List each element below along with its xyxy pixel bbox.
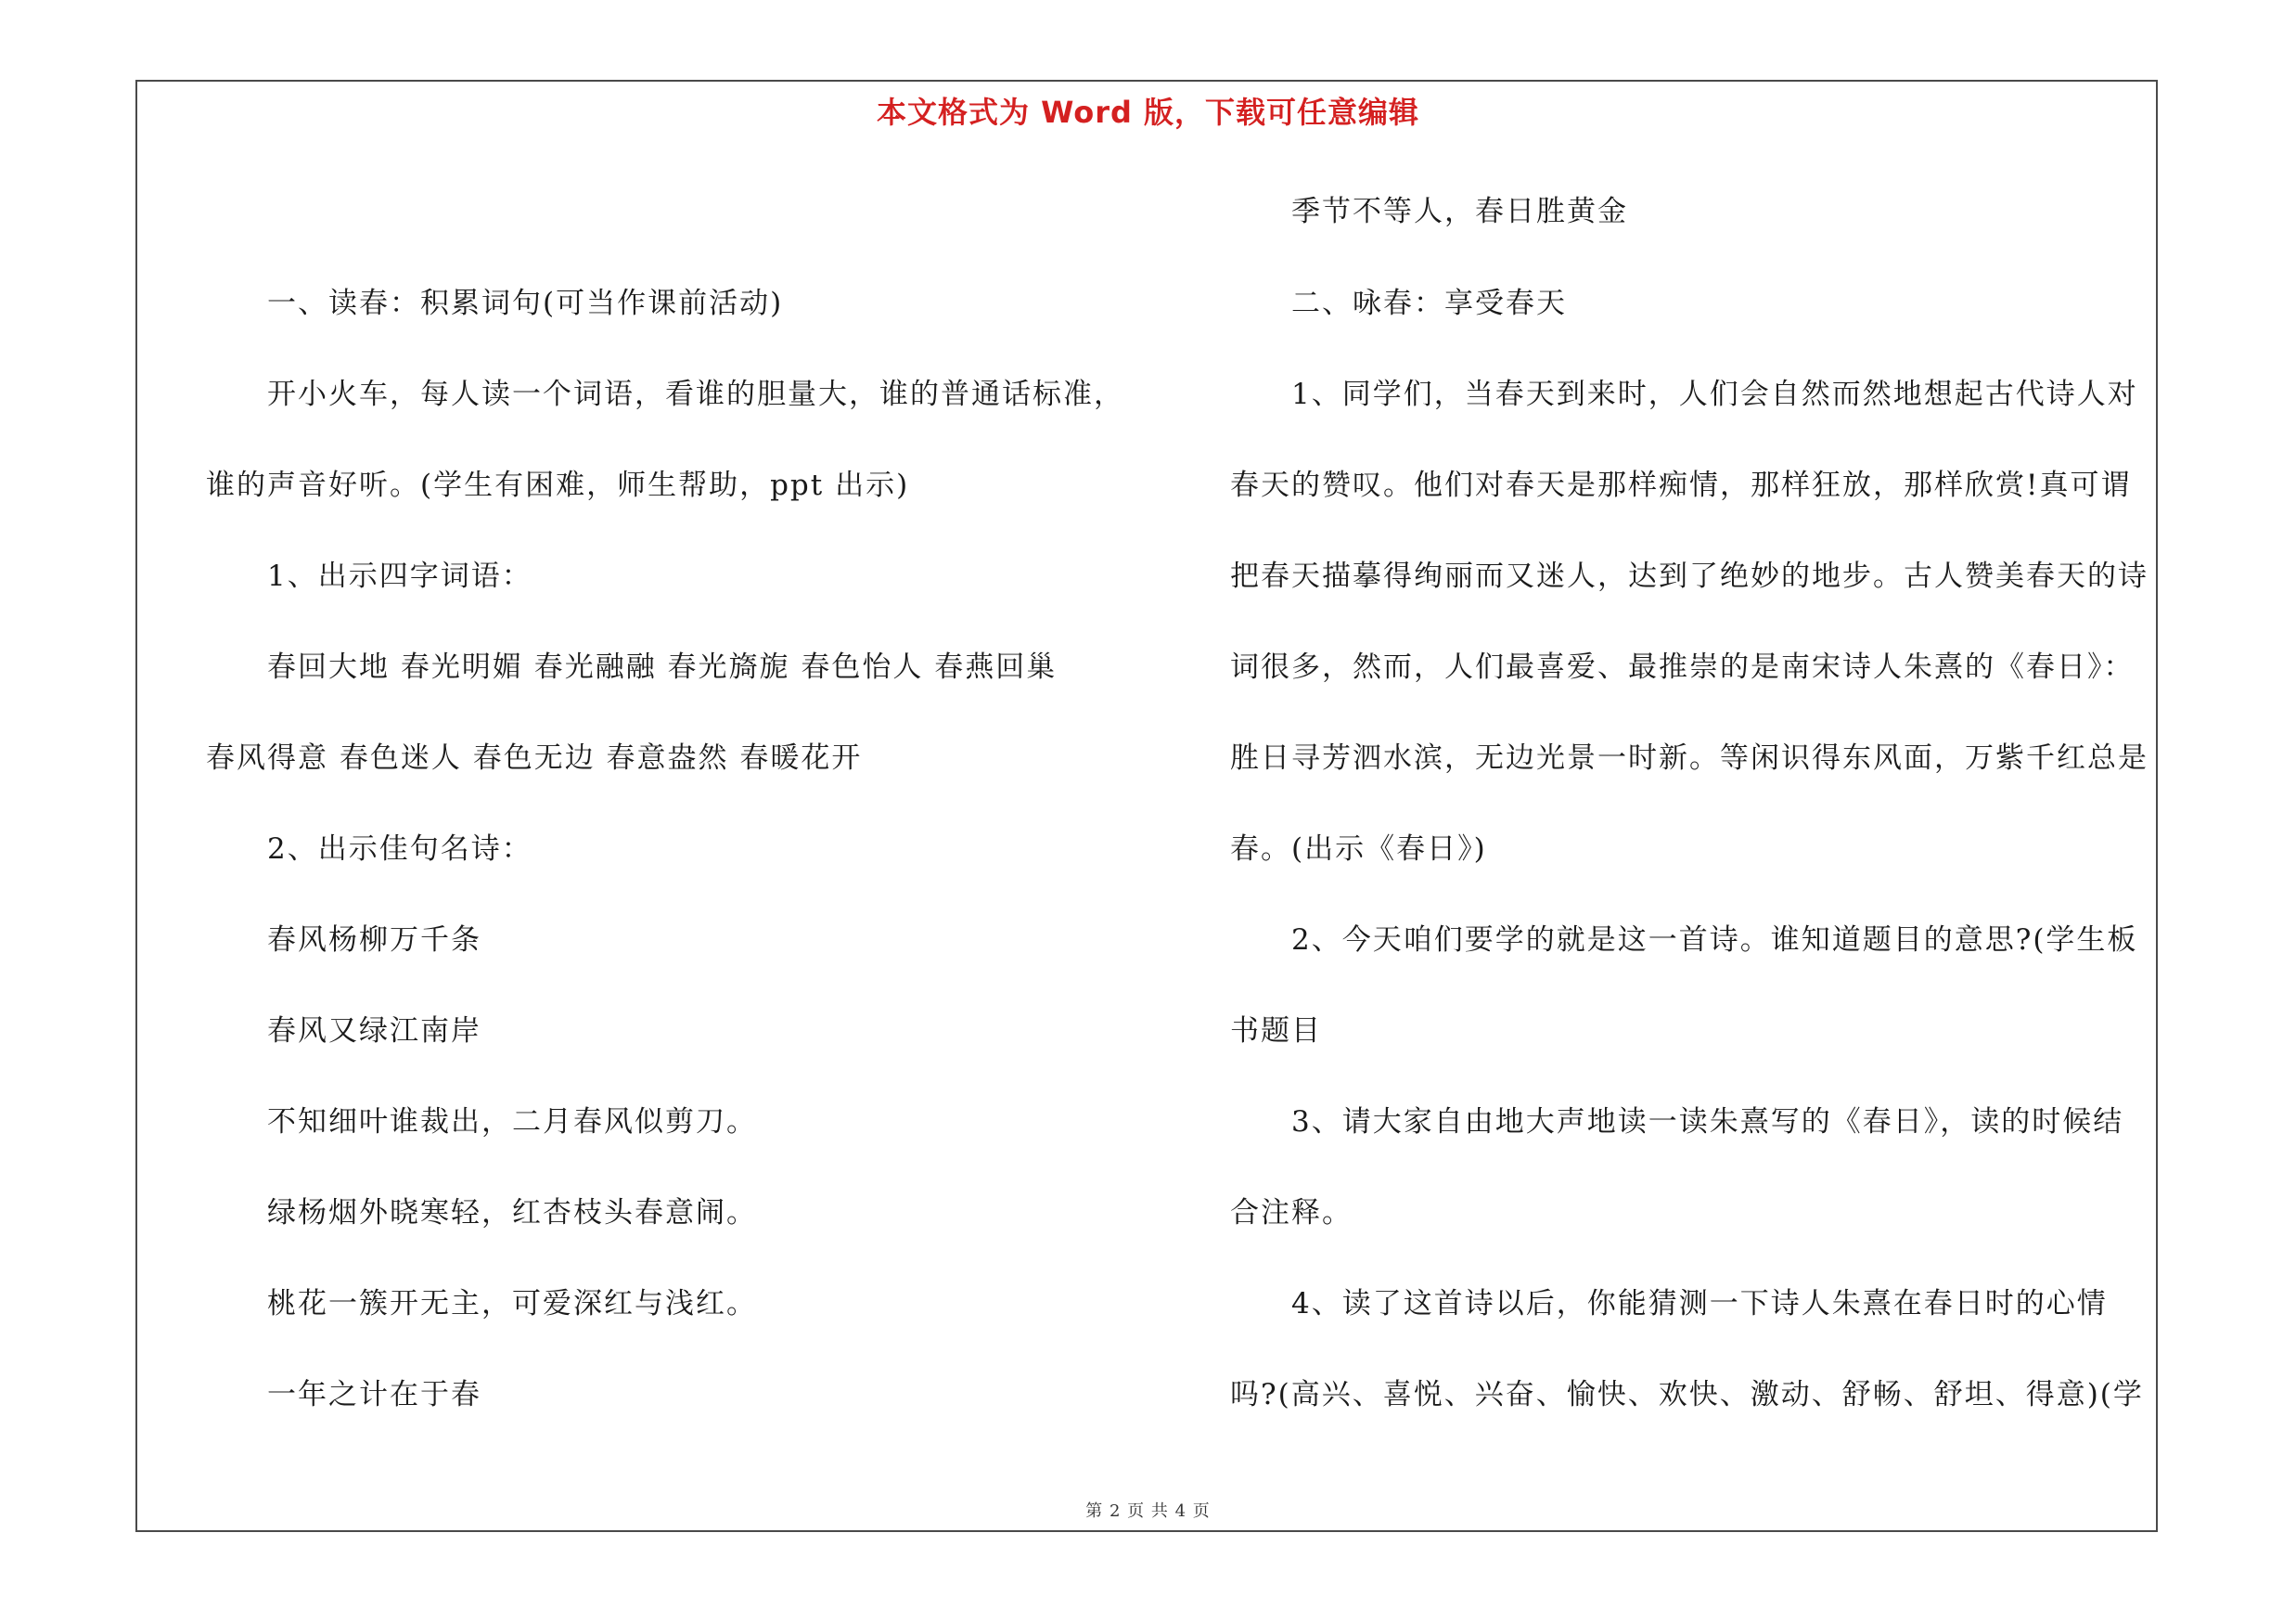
paragraph-line: 谁的声音好听。(学生有困难，师生帮助，ppt 出示)	[206, 469, 910, 502]
section-heading: 一、读春：积累词句(可当作课前活动)	[267, 287, 784, 320]
word-list-line: 春回大地 春光明媚 春光融融 春光旖旎 春色怡人 春燕回巢	[267, 650, 1058, 684]
paragraph-line: 1、同学们，当春天到来时，人们会自然而然地想起古代诗人对	[1291, 378, 2138, 411]
paragraph-line: 2、今天咱们要学的就是这一首诗。谁知道题目的意思?(学生板	[1291, 923, 2138, 957]
paragraph-line: 书题目	[1230, 1014, 1322, 1048]
paragraph-line: 胜日寻芳泗水滨，无边光景一时新。等闲识得东风面，万紫千红总是	[1230, 741, 2148, 775]
list-heading: 1、出示四字词语：	[267, 560, 532, 593]
page-number: 第 2 页 共 4 页	[1085, 1501, 1211, 1521]
paragraph-line: 词很多，然而，人们最喜爱、最推崇的是南宋诗人朱熹的《春日》：	[1230, 650, 2135, 684]
poem-line: 桃花一簇开无主，可爱深红与浅红。	[267, 1287, 757, 1320]
paragraph-line: 合注释。	[1230, 1196, 1353, 1230]
paragraph-line: 开小火车，每人读一个词语，看谁的胆量大，谁的普通话标准，	[267, 378, 1124, 411]
poem-line: 季节不等人，春日胜黄金	[1291, 195, 1628, 228]
paragraph-line: 春。(出示《春日》)	[1230, 832, 1487, 866]
poem-line: 不知细叶谁裁出，二月春风似剪刀。	[267, 1105, 757, 1139]
paragraph-line: 吗?(高兴、喜悦、兴奋、愉快、欢快、激动、舒畅、舒坦、得意)(学	[1230, 1378, 2144, 1411]
poem-line: 春风又绿江南岸	[267, 1014, 481, 1048]
paragraph-line: 把春天描摹得绚丽而又迷人，达到了绝妙的地步。古人赞美春天的诗	[1230, 560, 2148, 593]
paragraph-line: 春天的赞叹。他们对春天是那样痴情，那样狂放，那样欣赏!真可谓	[1230, 469, 2132, 502]
paragraph-line: 4、读了这首诗以后，你能猜测一下诗人朱熹在春日时的心情	[1291, 1287, 2108, 1320]
poem-line: 春风杨柳万千条	[267, 923, 481, 957]
document-banner: 本文格式为 Word 版，下载可任意编辑	[876, 95, 1420, 130]
paragraph-line: 3、请大家自由地大声地读一读朱熹写的《春日》，读的时候结	[1291, 1105, 2124, 1139]
word-list-line: 春风得意 春色迷人 春色无边 春意盎然 春暖花开	[206, 741, 863, 775]
section-heading: 二、咏春：享受春天	[1291, 287, 1567, 320]
list-heading: 2、出示佳句名诗：	[267, 832, 532, 866]
poem-line: 绿杨烟外晓寒轻，红杏枝头春意闹。	[267, 1196, 757, 1230]
poem-line: 一年之计在于春	[267, 1378, 481, 1411]
